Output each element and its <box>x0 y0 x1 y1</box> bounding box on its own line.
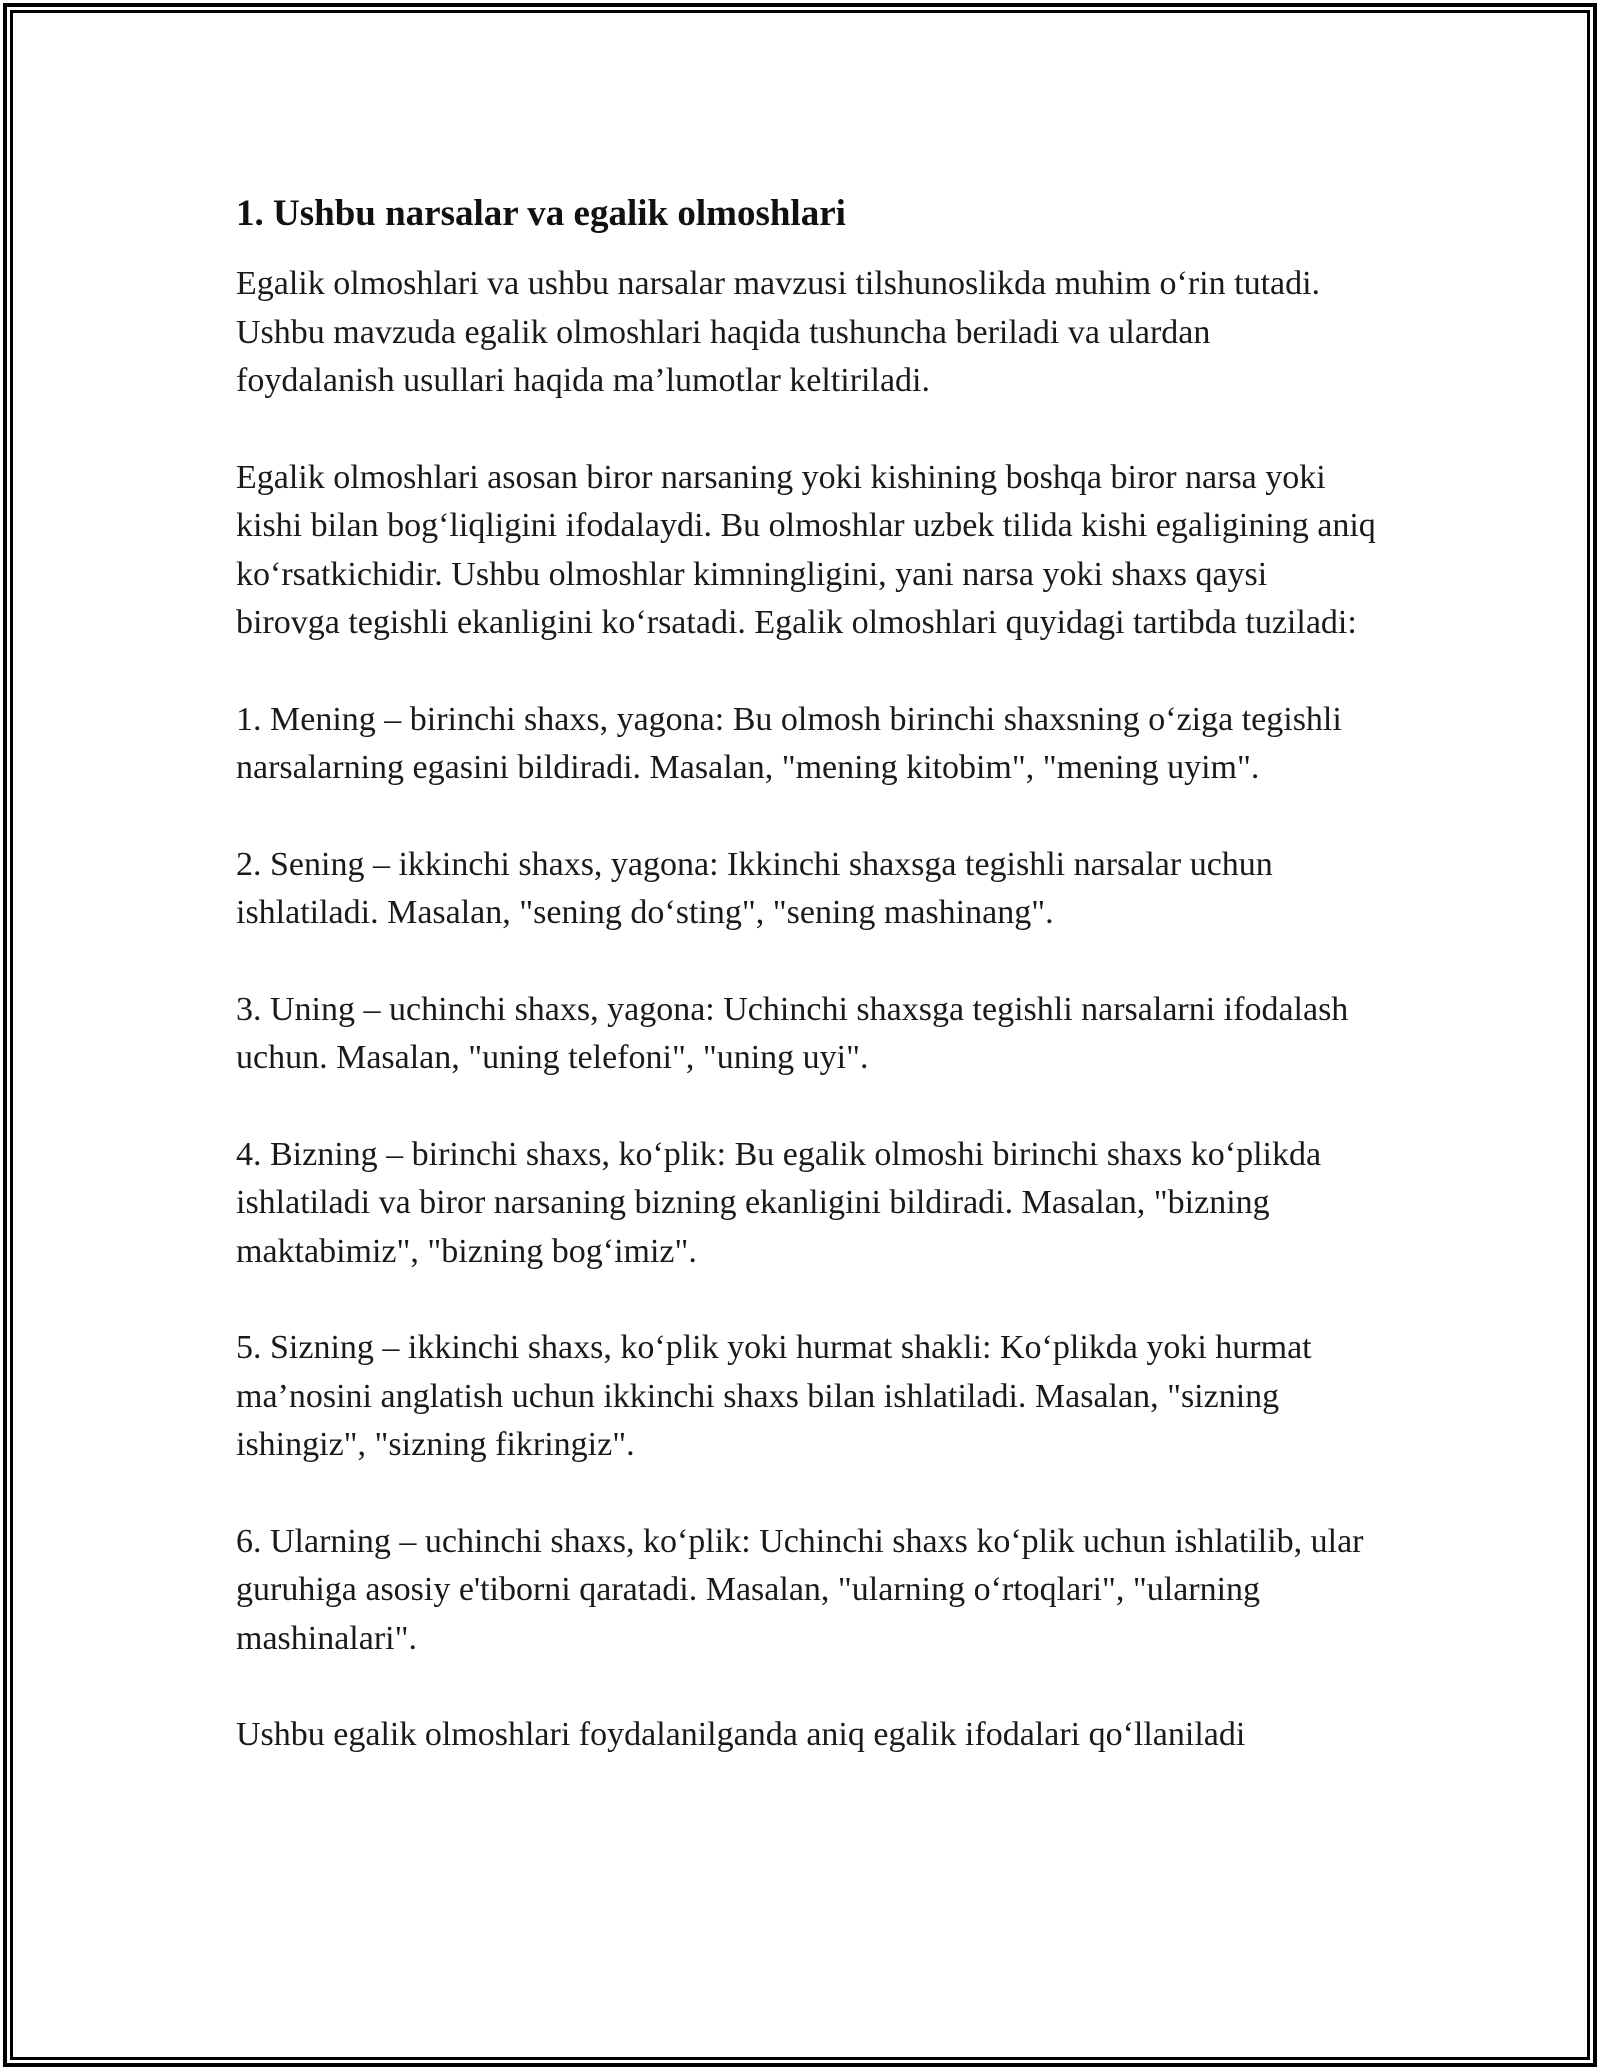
list-item-uning: 3. Uning – uchinchi shaxs, yagona: Uchinchi shaxsga tegishli narsalarni ifodalash uchun. Masalan, "uning telefoni", "uning uyi". <box>236 990 1349 1076</box>
document-body <box>236 182 1376 1808</box>
closing-paragraph: Ushbu egalik olmoshlari foydalanilganda aniq egalik ifodalari qo‘llaniladi <box>236 1716 1246 1753</box>
list-item-mening: 1. Mening – birinchi shaxs, yagona: Bu olmosh birinchi shaxsning o‘ziga tegishli narsalarning egasini bildiradi. Masalan, "mening kitobim", "mening uyim". <box>236 700 1342 786</box>
definition-paragraph: Egalik olmoshlari asosan biror narsaning yoki kishining boshqa biror narsa yoki kishi bilan bog‘liqligini ifodalaydi. Bu olmoshlar uzbek tilida kishi egaligining aniq ko‘rsatkichidir. Ushbu olmoshlar kimningligini, yani narsa yoki shaxs qaysi birovga tegishli ekanligini ko‘rsatadi. Egalik olmoshlari quyidagi tartibda tuziladi: <box>236 458 1376 641</box>
list-item-sening: 2. Sening – ikkinchi shaxs, yagona: Ikkinchi shaxsga tegishli narsalar uchun ishlatiladi. Masalan, "sening do‘sting", "sening mashinang". <box>236 845 1273 931</box>
list-item-ularning: 6. Ularning – uchinchi shaxs, ko‘plik: Uchinchi shaxs ko‘plik uchun ishlatilib, ular guruhiga asosiy e'tiborni qaratadi. Masalan, "ularning o‘rtoqlari", "ularning mashinalari". <box>236 1522 1364 1657</box>
list-item-sizning: 5. Sizning – ikkinchi shaxs, ko‘plik yoki hurmat shakli: Ko‘plikda yoki hurmat ma’nosini anglatish uchun ikkinchi shaxs bilan ishlatiladi. Masalan, "sizning ishingiz", "sizning fikringiz". <box>236 1329 1312 1463</box>
list-item-bizning: 4. Bizning – birinchi shaxs, ko‘plik: Bu egalik olmoshi birinchi shaxs ko‘plikda ishlatiladi va biror narsaning bizning ekanligini bildiradi. Masalan, "bizning maktabimiz", "bizning bog‘imiz". <box>236 1135 1322 1270</box>
intro-paragraph: Egalik olmoshlari va ushbu narsalar mavzusi tilshunoslikda muhim o‘rin tutadi. Ushbu mavzuda egalik olmoshlari haqida tushuncha beriladi va ulardan foydalanish usullari haqida ma’lumotlar keltiriladi. <box>236 265 1321 399</box>
section-heading: 1. Ushbu narsalar va egalik olmoshlari <box>236 193 846 234</box>
